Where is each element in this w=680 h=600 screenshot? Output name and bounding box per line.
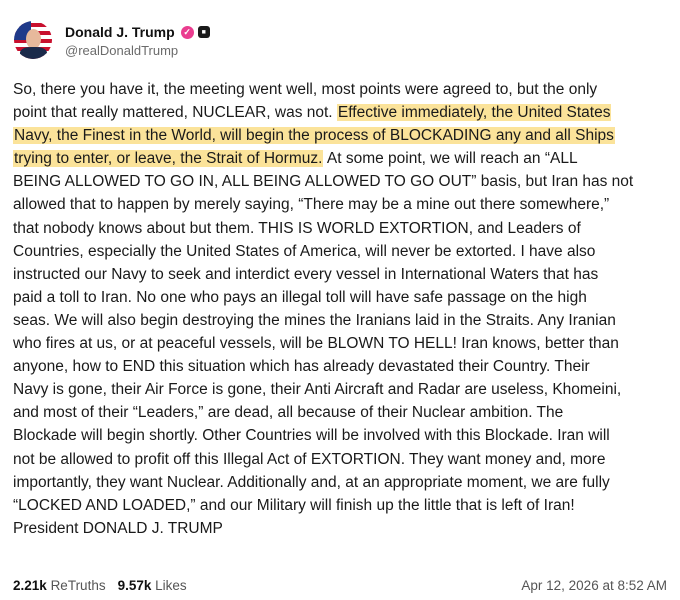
post-text-line: [13, 378, 673, 401]
post-text-line: [13, 332, 673, 355]
verified-check-icon: ✓: [181, 26, 194, 39]
post-text-line: [13, 193, 673, 216]
post-header: [14, 19, 210, 61]
post-text: point that really mattered, NUCLEAR, was not.: [13, 104, 337, 122]
post-text: instructed our Navy to seek and interdict every vessel in International Waters that has: [13, 265, 599, 283]
post-text: and most of their “Leaders,” are dead, all because of their Nuclear ambition. The: [13, 404, 564, 422]
post-text-line: [13, 101, 673, 124]
post-text-line: [13, 170, 673, 193]
post-text: seas. We will also begin destroying the mines the Iranians laid in the Straits. Any Iranian: [13, 311, 616, 329]
post-body: [13, 78, 673, 540]
post-text-line: [13, 217, 673, 240]
post-text-line: [13, 124, 673, 147]
retruths-count: 2.21k: [13, 578, 47, 593]
post-text-line: [13, 78, 673, 101]
post-text-line: [13, 517, 673, 540]
post-text: allowed that to happen by merely saying, “There may be a mine out there somewhere,”: [13, 196, 610, 214]
likes-label: Likes: [155, 578, 187, 593]
post-text-line: [13, 309, 673, 332]
post-text: anyone, how to END this situation which has already devastated their Country. Their: [13, 358, 590, 376]
post-text-line: [13, 494, 673, 517]
likes-count: 9.57k: [117, 578, 152, 593]
post-text: BEING ALLOWED TO GO IN, ALL BEING ALLOWED TO GO OUT” basis, but Iran has not: [13, 173, 634, 191]
post-text-line: [13, 424, 673, 447]
square-badge-icon: ■: [198, 26, 210, 38]
post-text: who fires at us, or at peaceful vessels, will be BLOWN TO HELL! Iran knows, better than: [13, 335, 619, 353]
post-text-line: [13, 355, 673, 378]
author-info: [65, 22, 210, 58]
post-text-line: [13, 263, 673, 286]
highlighted-text: Navy, the Finest in the World, will begin the process of BLOCKADING any and all Ships: [14, 127, 614, 145]
post-text-line: [13, 401, 673, 424]
author-display-name[interactable]: Donald J. Trump: [65, 24, 175, 40]
post-text-line: [13, 286, 673, 309]
post-text-line: [13, 147, 673, 170]
likes-stat[interactable]: [118, 578, 187, 593]
post-text: paid a toll to Iran. No one who pays an illegal toll will have safe passage on the high: [13, 288, 587, 306]
post-text: importantly, they want Nuclear. Additionally and, at an appropriate moment, we are fully: [13, 473, 610, 491]
post-text-line: [13, 448, 673, 471]
post-text-line: [13, 471, 673, 494]
post-text-line: [13, 240, 673, 263]
author-handle[interactable]: @realDonaldTrump: [65, 43, 179, 58]
post-text: President DONALD J. TRUMP: [13, 519, 223, 537]
post-text: that nobody knows about but them. THIS IS WORLD EXTORTION, and Leaders of: [13, 219, 581, 237]
avatar[interactable]: [14, 21, 52, 59]
post-text: Navy is gone, their Air Force is gone, their Anti Aircraft and Radar are useless, Khomeini,: [13, 381, 622, 399]
post-text: So, there you have it, the meeting went well, most points were agreed to, but the only: [13, 81, 598, 98]
post-text: At some point, we will reach an “ALL: [323, 150, 578, 168]
highlighted-text: trying to enter, or leave, the Strait of Hormuz.: [14, 150, 323, 168]
retruths-label: ReTruths: [50, 578, 106, 593]
post-text: “LOCKED AND LOADED,” and our Military will finish up the little that is left of Iran!: [13, 496, 575, 514]
post-text: Countries, especially the United States of America, will never be extorted. I have also: [13, 242, 596, 260]
post-text: not be allowed to profit off this Illegal Act of EXTORTION. They want money and, more: [13, 450, 606, 468]
retruths-stat[interactable]: [13, 578, 106, 593]
post-footer: [13, 578, 667, 593]
post-timestamp[interactable]: Apr 12, 2026 at 8:52 AM: [521, 578, 667, 593]
post-text: Blockade will begin shortly. Other Countries will be involved with this Blockade. Iran will: [13, 427, 610, 445]
highlighted-text: Effective immediately, the United States: [337, 104, 611, 122]
